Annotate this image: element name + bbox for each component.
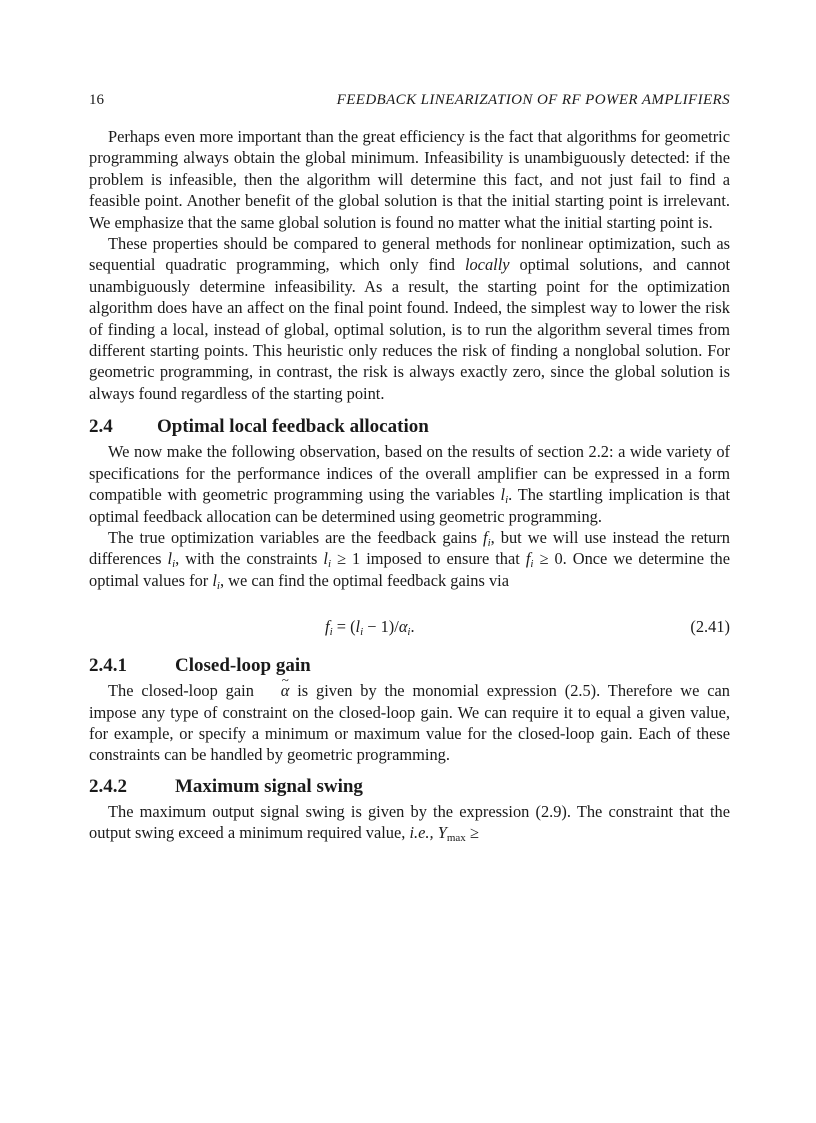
math-inequality: ≥ 0 [533, 549, 563, 569]
paragraph-closed-loop-gain: The closed-loop gain ~ α is given by the monomial expression (2.5). Therefore we can impose any type of constraint on the closed-loop gain. We can require it to equal a given value, for example, or specify a minimum or maximum value for the closed-loop gain. Each of these constraints can be handled by geometric programming. [89, 680, 730, 766]
emphasis-locally: locally [464, 255, 510, 275]
paragraph-nonlinear-methods: These properties should be compared to general methods for nonlinear optimization, such as sequential quadratic programming, which only find locally optimal solutions, and cannot unambiguously determine infeasibility. As a result, the starting point for the optimization algorithm does have an affect on the final point found. Indeed, the simplest way to lower the risk of finding a local, instead of global, optimal solution, is to run the algorithm several times from different starting points. This heuristic only reduces the risk of finding a nonglobal solution. For geometric programming, in contrast, the risk is always exactly zero, since the global solution is always found regardless of the starting point. [89, 234, 730, 403]
section-number: 2.4.2 [89, 775, 127, 797]
math-f-i: $f_i$ [525, 549, 534, 571]
section-title: Maximum signal swing [175, 775, 363, 797]
equation-2-41 [89, 609, 730, 645]
section-number: 2.4.1 [89, 655, 127, 677]
paragraph-efficiency: Perhaps even more important than the great efficiency is the fact that algorithms for geometric programming always obtain the global minimum. Infeasibility is unambiguously detected: if the problem is infeasible, then the algorithm will determine this fact, and not just fail to find a feasible point. Another benefit of the global solution is that the initial starting point is irrelevant. We emphasize that the same global solution is found no matter what the initial starting point is. [89, 127, 730, 232]
running-title: FEEDBACK LINEARIZATION OF RF POWER AMPLIFIERS [336, 92, 730, 108]
section-heading-2-4 [89, 415, 730, 439]
section-heading-2-4-2 [89, 775, 730, 799]
math-alpha-tilde: ~ α [262, 680, 290, 701]
paragraph-signal-swing: The maximum output signal swing is given by the expression (2.9). The constraint that the output swing exceed a minimum required value, i.e., $Y_{max}$ ≥ [89, 801, 730, 845]
math-inequality: ≥ 1 [331, 549, 361, 569]
section-number: 2.4 [89, 416, 113, 438]
section-heading-2-4-1 [89, 654, 730, 678]
equation-number: (2.41) [690, 617, 730, 637]
math-l-i: $l_i$ [167, 549, 176, 571]
running-header [89, 88, 730, 112]
equation-body: $f_i = (l_i - 1)/\alpha_i$. [325, 617, 415, 639]
paragraph-observation: We now make the following observation, based on the results of section 2.2: a wide variety of specifications for the performance indices of the overall amplifier can be expressed in a form compatible with geometric programming using the variables $l_i$. The startling implication is that optimal feedback allocation can be determined using geometric programming. [89, 442, 730, 526]
page-number: 16 [89, 92, 104, 108]
body-text [89, 126, 730, 844]
document-page [89, 88, 730, 844]
math-y-max: $Y_{max}$ [437, 823, 466, 845]
paragraph-optimization-variables: The true optimization variables are the feedback gains $f_i$, but we will use instead the return differences $l_i$, with the constraints $l_i \ge 1$ imposed to ensure that $f_i \ge 0$. Once we determine the optimal values for $l_i$, we can find the optimal feedback gains via [89, 527, 730, 592]
emphasis-ie: i.e., [409, 823, 434, 843]
math-l-i: $l_i$ [500, 485, 509, 507]
math-l-i: $l_i$ [212, 570, 220, 592]
section-title: Closed-loop gain [175, 655, 311, 677]
math-l-i: $l_i$ [323, 549, 332, 571]
math-f-i: $f_i$ [483, 527, 491, 549]
section-title: Optimal local feedback allocation [157, 416, 429, 438]
